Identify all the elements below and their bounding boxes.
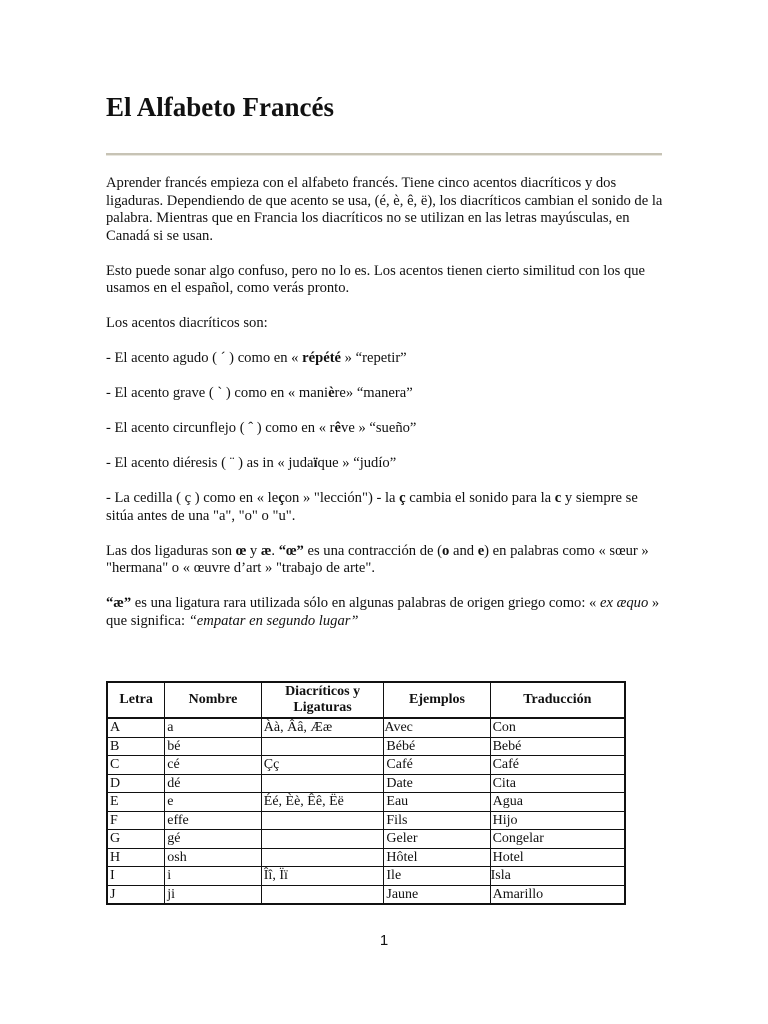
cell-ejemplo: Hôtel bbox=[384, 848, 490, 867]
cell-letra: B bbox=[107, 737, 165, 756]
cell-ejemplo: Ile bbox=[384, 867, 490, 886]
table-header-row bbox=[107, 682, 625, 718]
table-row bbox=[107, 848, 625, 867]
cell-traduccion: Agua bbox=[490, 793, 625, 812]
cell-nombre: osh bbox=[165, 848, 262, 867]
table-row bbox=[107, 867, 625, 886]
table-row bbox=[107, 756, 625, 775]
cell-traduccion: Bebé bbox=[490, 737, 625, 756]
cell-traduccion: Café bbox=[490, 756, 625, 775]
cell-nombre: gé bbox=[165, 830, 262, 849]
accent-grave: - El acento grave ( ` ) como en « manière» “manera” bbox=[106, 385, 413, 401]
cell-letra: J bbox=[107, 885, 165, 904]
table-row bbox=[107, 737, 625, 756]
cell-traduccion: Amarillo bbox=[490, 885, 625, 904]
cell-letra: H bbox=[107, 848, 165, 867]
page-number: 1 bbox=[379, 932, 389, 949]
cell-diacriticos: Çç bbox=[261, 756, 384, 775]
cell-diacriticos bbox=[261, 830, 384, 849]
cell-diacriticos bbox=[261, 737, 384, 756]
cell-traduccion: Hotel bbox=[490, 848, 625, 867]
cell-nombre: ji bbox=[165, 885, 262, 904]
table-row bbox=[107, 793, 625, 812]
cell-ejemplo: Bébé bbox=[384, 737, 490, 756]
cell-ejemplo: Jaune bbox=[384, 885, 490, 904]
cell-nombre: effe bbox=[165, 811, 262, 830]
cell-diacriticos bbox=[261, 848, 384, 867]
intro-paragraph-1: Aprender francés empieza con el alfabeto francés. Tiene cinco acentos diacríticos y dos ligaduras. Dependiendo de que acento se usa, (é, è, ê, ë), los diacríticos cambian el sonido de la palabra. Mientras que en Francia los diacríticos no se utilizan en las letras mayúsculas, en Canadá si se usan. bbox=[106, 175, 663, 244]
header-ejemplos: Ejemplos bbox=[384, 682, 490, 718]
accent-cedilla: - La cedilla ( ç ) como en « leçon » "lección") - la ç cambia el sonido para la c y siempre se sitúa antes de una "a", "o" o "u". bbox=[106, 490, 638, 524]
cell-diacriticos bbox=[261, 811, 384, 830]
cell-traduccion: Con bbox=[490, 718, 625, 737]
alphabet-table bbox=[106, 681, 626, 905]
table-row bbox=[107, 718, 625, 737]
title-divider bbox=[106, 153, 662, 156]
header-diacriticos: Diacríticos y Ligaturas bbox=[261, 682, 384, 718]
cell-letra: A bbox=[107, 718, 165, 737]
cell-letra: D bbox=[107, 774, 165, 793]
cell-letra: F bbox=[107, 811, 165, 830]
cell-letra: C bbox=[107, 756, 165, 775]
intro-paragraph-2: Esto puede sonar algo confuso, pero no lo es. Los acentos tienen cierto similitud con los que usamos en el español, como verás pronto. bbox=[106, 262, 646, 296]
accent-dieresis: - El acento diéresis ( ¨ ) as in « judaïque » “judío” bbox=[106, 455, 397, 471]
cell-nombre: i bbox=[165, 867, 262, 886]
ligatures-paragraph: Las dos ligaduras son œ y æ. “œ” es una contracción de (o and e) en palabras como « sœur » "hermana" o « œuvre d’art » "trabajo de arte". bbox=[106, 542, 649, 576]
cell-traduccion: Isla bbox=[490, 867, 625, 886]
cell-ejemplo: Avec bbox=[384, 718, 490, 737]
header-letra: Letra bbox=[107, 682, 165, 718]
cell-ejemplo: Geler bbox=[384, 830, 490, 849]
cell-ejemplo: Eau bbox=[384, 793, 490, 812]
ae-ligature-paragraph: “æ” es una ligatura rara utilizada sólo en algunas palabras de origen griego como: « ex æquo » que significa: “empatar en segundo lugar” bbox=[106, 595, 660, 629]
cell-diacriticos bbox=[261, 885, 384, 904]
accents-heading: Los acentos diacríticos son: bbox=[106, 315, 268, 331]
cell-diacriticos: Îî, Ïï bbox=[261, 867, 384, 886]
cell-diacriticos: Àà, Ââ, Ææ bbox=[261, 718, 384, 737]
cell-traduccion: Congelar bbox=[490, 830, 625, 849]
table-row bbox=[107, 885, 625, 904]
cell-nombre: dé bbox=[165, 774, 262, 793]
cell-ejemplo: Fils bbox=[384, 811, 490, 830]
cell-nombre: e bbox=[165, 793, 262, 812]
page-title: El Alfabeto Francés bbox=[106, 92, 334, 122]
cell-traduccion: Cita bbox=[490, 774, 625, 793]
header-nombre: Nombre bbox=[165, 682, 262, 718]
accent-agudo: - El acento agudo ( ´ ) como en « répété » “repetir” bbox=[106, 350, 407, 366]
table-row bbox=[107, 774, 625, 793]
cell-ejemplo: Date bbox=[384, 774, 490, 793]
cell-letra: I bbox=[107, 867, 165, 886]
cell-letra: E bbox=[107, 793, 165, 812]
cell-ejemplo: Café bbox=[384, 756, 490, 775]
body-text bbox=[106, 175, 666, 648]
cell-letra: G bbox=[107, 830, 165, 849]
cell-diacriticos: Éé, Èè, Êê, Ëë bbox=[261, 793, 384, 812]
cell-traduccion: Hijo bbox=[490, 811, 625, 830]
accent-circunflejo: - El acento circunflejo ( ˆ ) como en « rêve » “sueño” bbox=[106, 420, 417, 436]
cell-nombre: cé bbox=[165, 756, 262, 775]
header-traduccion: Traducción bbox=[490, 682, 625, 718]
cell-nombre: a bbox=[165, 718, 262, 737]
table-row bbox=[107, 811, 625, 830]
cell-diacriticos bbox=[261, 774, 384, 793]
cell-nombre: bé bbox=[165, 737, 262, 756]
table-row bbox=[107, 830, 625, 849]
